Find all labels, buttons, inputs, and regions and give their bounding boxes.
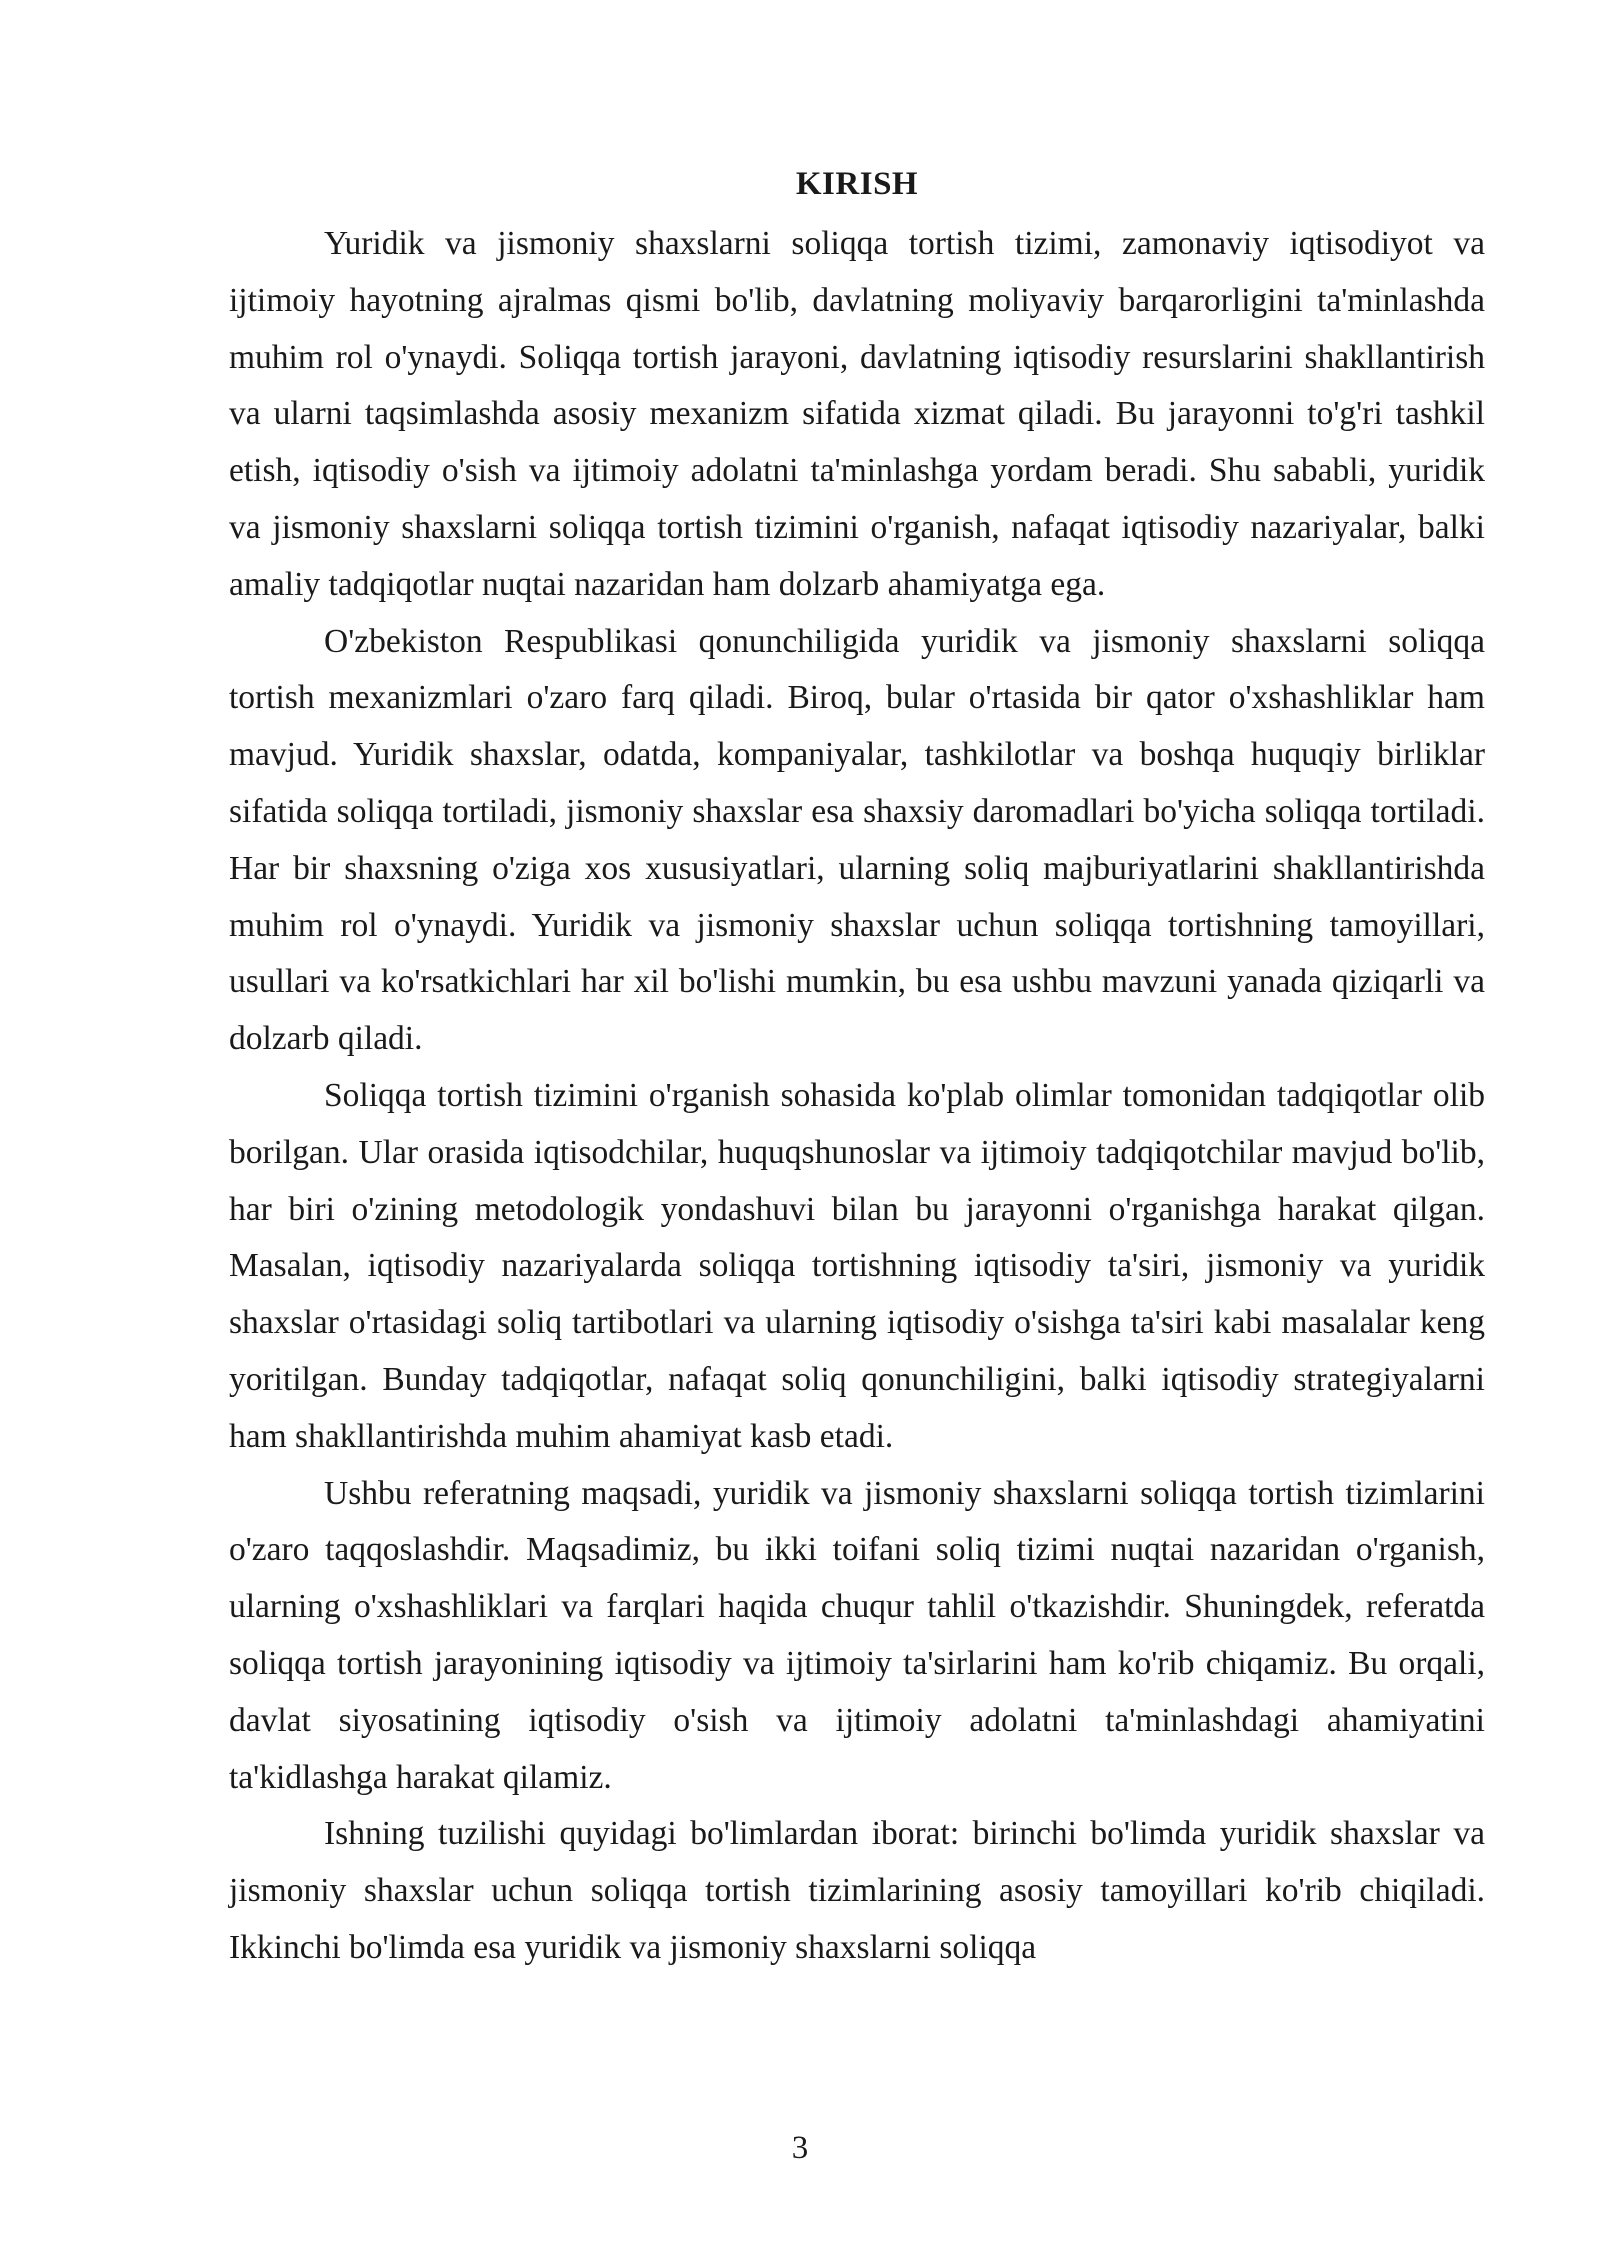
page-content [229, 160, 1485, 1977]
body-paragraph-5: Ishning tuzilishi quyidagi bo'limlardan iborat: birinchi bo'limda yuridik shaxslar va jismoniy shaxslar uchun soliqqa tortish tizimlarining asosiy tamoyillari ko'rib chiqiladi. Ikkinchi bo'limda esa yuridik va jismoniy shaxslarni soliqqa [229, 1815, 1485, 1966]
body-paragraph-4: Ushbu referatning maqsadi, yuridik va jismoniy shaxslarni soliqqa tortish tizimlarini o'zaro taqqoslashdir. Maqsadimiz, bu ikki toifani soliq tizimi nuqtai nazaridan o'rganish, ularning o'xshashliklari va farqlari haqida chuqur tahlil o'tkazishdir. Shuningdek, referatda soliqqa tortish jarayonining iqtisodiy va ijtimoiy ta'sirlarini ham ko'rib chiqamiz. Bu orqali, davlat siyosatining iqtisodiy o'sish va ijtimoiy adolatni ta'minlashdagi ahamiyatini ta'kidlashga harakat qilamiz. [229, 1474, 1485, 1796]
page-number: 3 [791, 2130, 809, 2166]
body-paragraph-3: Soliqqa tortish tizimini o'rganish sohasida ko'plab olimlar tomonidan tadqiqotlar olib borilgan. Ular orasida iqtisodchilar, huquqshunoslar va ijtimoiy tadqiqotchilar mavjud bo'lib, har biri o'zining metodologik yondashuvi bilan bu jarayonni o'rganishga harakat qilgan. Masalan, iqtisodiy nazariyalarda soliqqa tortishning iqtisodiy ta'siri, jismoniy va yuridik shaxslar o'rtasidagi soliq tartibotlari va ularning iqtisodiy o'sishga ta'siri kabi masalalar keng yoritilgan. Bunday tadqiqotlar, nafaqat soliq qonunchiligini, balki iqtisodiy strategiyalarni ham shakllantirishda muhim ahamiyat kasb etadi. [229, 1076, 1485, 1455]
body-paragraph-2: O'zbekiston Respublikasi qonunchiligida yuridik va jismoniy shaxslarni soliqqa tortish mexanizmlari o'zaro farq qiladi. Biroq, bular o'rtasida bir qator o'xshashliklar ham mavjud. Yuridik shaxslar, odatda, kompaniyalar, tashkilotlar va boshqa huquqiy birliklar sifatida soliqqa tortiladi, jismoniy shaxslar esa shaxsiy daromadlari bo'yicha soliqqa tortiladi. Har bir shaxsning o'ziga xos xususiyatlari, ularning soliq majburiyatlarini shakllantirishda muhim rol o'ynaydi. Yuridik va jismoniy shaxslar uchun soliqqa tortishning tamoyillari, usullari va ko'rsatkichlari har xil bo'lishi mumkin, bu esa ushbu mavzuni yanada qiziqarli va dolzarb qiladi. [229, 622, 1485, 1058]
body-paragraph-1: Yuridik va jismoniy shaxslarni soliqqa tortish tizimi, zamonaviy iqtisodiyot va ijtimoiy hayotning ajralmas qismi bo'lib, davlatning moliyaviy barqarorligini ta'minlashda muhim rol o'ynaydi. Soliqqa tortish jarayoni, davlatning iqtisodiy resurslarini shakllantirish va ularni taqsimlashda asosiy mexanizm sifatida xizmat qiladi. Bu jarayonni to'g'ri tashkil etish, iqtisodiy o'sish va ijtimoiy adolatni ta'minlashga yordam beradi. Shu sababli, yuridik va jismoniy shaxslarni soliqqa tortish tizimini o'rganish, nafaqat iqtisodiy nazariyalar, balki amaliy tadqiqotlar nuqtai nazaridan ham dolzarb ahamiyatga ega. [229, 225, 1485, 603]
section-title: KIRISH [795, 166, 919, 202]
